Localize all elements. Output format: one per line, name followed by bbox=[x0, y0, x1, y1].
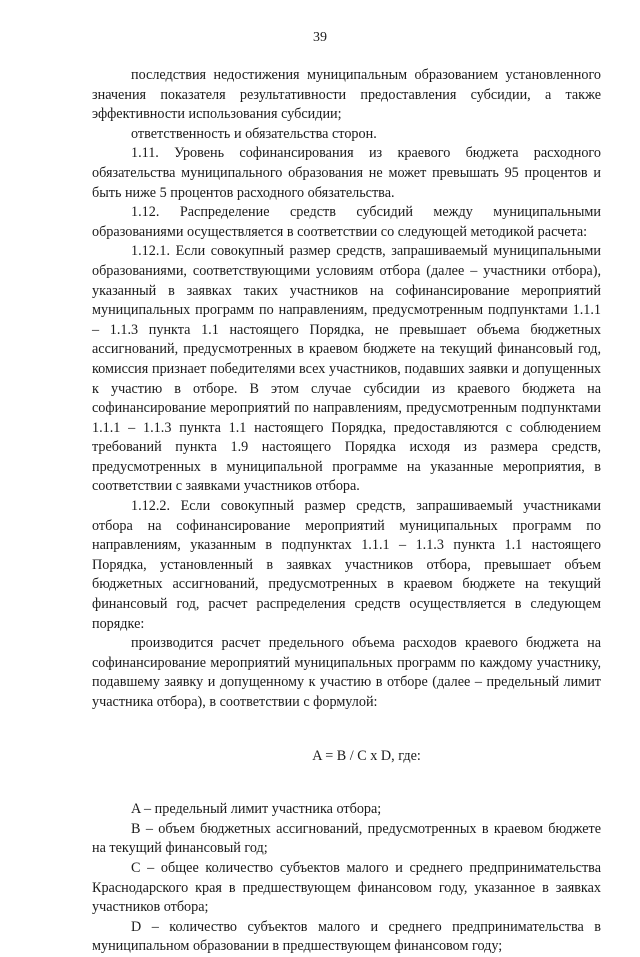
paragraph: ответственность и обязательства сторон. bbox=[131, 125, 377, 142]
definition-item: A – предельный лимит участника отбора; bbox=[131, 801, 382, 818]
page-number: 39 bbox=[313, 30, 327, 45]
definition-item: D – количество субъектов малого и среднего предпринимательства в муниципальном образовании в предшествующем финансовом году; bbox=[92, 918, 601, 955]
definition-item: B – объем бюджетных ассигнований, предусмотренных в краевом бюджете на текущий финансовый год; bbox=[92, 820, 601, 857]
document-body bbox=[92, 66, 601, 957]
paragraph: 1.12. Распределение средств субсидий между муниципальными образованиями осуществляется в соответствии со следующей методикой расчета: bbox=[92, 204, 601, 240]
paragraph: 1.12.1. Если совокупный размер средств, запрашиваемый муниципальными образованиями, соответствующими условиям отбора (далее – участники отбора), указанный в заявках таких участников на софинансирование мероприятий муниципальных программ по направлениям, предусмотренным подпунктами 1.1.1 – 1.1.3 пункта 1.1 настоящего Порядка, не превышает объема бюджетных ассигнований, предусмотренных в краевом бюджете на текущий финансовый год, комиссия признает победителями всех участников, подавших заявки и допущенных к участию в отборе. В этом случае субсидии из краевого бюджета на софинансирование мероприятий по направлениям, предусмотренным подпунктами 1.1.1 – 1.1.3 пункта 1.1 настоящего Порядка, предоставляются с соблюдением требований пункта 1.9 настоящего Порядка исходя из размера средств, предусмотренных в муниципальной программе на указанные мероприятия, в соответствии с заявками участников отбора. bbox=[92, 243, 601, 495]
paragraph: производится расчет предельного объема расходов краевого бюджета на софинансирование мероприятий муниципальных программ по каждому участнику, подавшему заявку и допущенному к участию в отборе (далее – предельный лимит участника отбора), в соответствии с формулой: bbox=[92, 635, 601, 710]
definition-item: C – общее количество субъектов малого и среднего предпринимательства Краснодарского края в предшествующем финансовом году, указанное в заявках участников отбора; bbox=[92, 859, 601, 916]
paragraph: 1.12.2. Если совокупный размер средств, запрашиваемый участниками отбора на софинансирование мероприятий муниципальных программ по направлениям, указанным в подпунктах 1.1.1 – 1.1.3 пункта 1.1 настоящего Порядка, установленный в заявках участников отбора, превышает объем бюджетных ассигнований, предусмотренных в краевом бюджете на текущий финансовый год, расчет распределения средств осуществляется в следующем порядке: bbox=[92, 498, 601, 632]
paragraph: 1.11. Уровень софинансирования из краевого бюджета расходного обязательства муниципального образования не может превышать 95 процентов и быть ниже 5 процентов расходного обязательства. bbox=[92, 145, 601, 201]
formula: A = B / C x D, где: bbox=[312, 747, 421, 764]
paragraph: последствия недостижения муниципальным образованием установленного значения показателя результативности предоставления субсидии, а также эффективности использования субсидии; bbox=[92, 67, 601, 123]
